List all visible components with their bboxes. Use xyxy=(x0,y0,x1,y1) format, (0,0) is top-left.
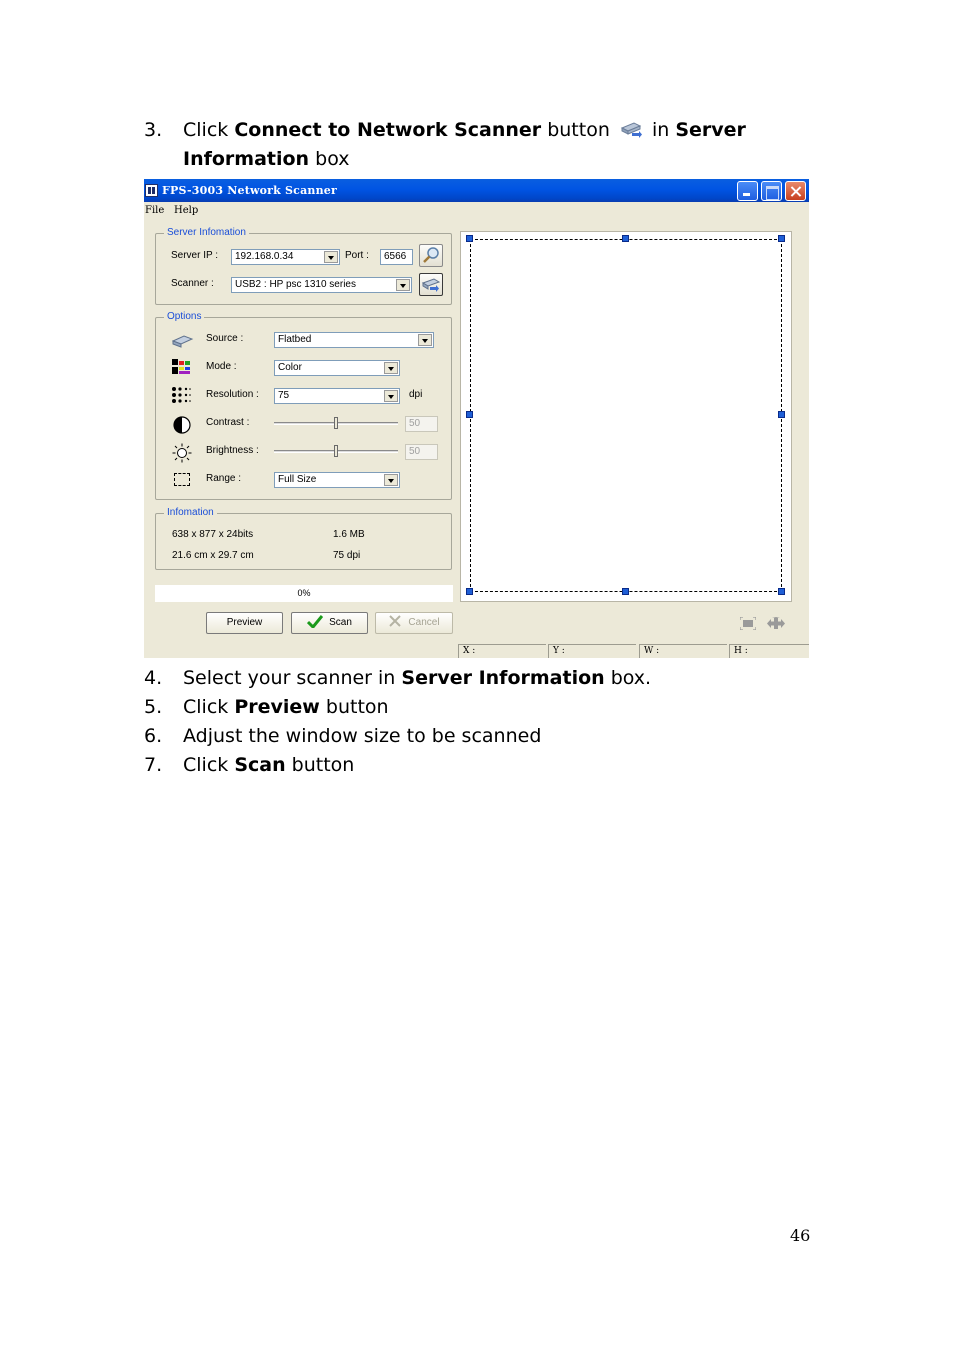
step-bold: Scan xyxy=(234,754,286,776)
step-text: Adjust the window size to be scanned xyxy=(183,725,542,747)
server-info-group xyxy=(155,227,452,305)
information-legend: Infomation xyxy=(164,507,217,518)
server-ip-label: Server IP : xyxy=(171,250,219,261)
window-title: FPS-3003 Network Scanner xyxy=(162,184,337,197)
step-text: Click xyxy=(183,119,235,141)
step-3-continuation xyxy=(183,147,349,171)
contrast-icon xyxy=(173,416,191,434)
chevron-down-icon[interactable] xyxy=(384,362,398,374)
info-pixels: 638 x 877 x 24bits xyxy=(172,529,254,540)
scanner-label: Scanner : xyxy=(171,278,214,289)
info-dpi: 75 dpi xyxy=(333,550,361,561)
resolution-value: 75 xyxy=(278,390,290,401)
menu-bar xyxy=(144,202,809,220)
step-7 xyxy=(144,753,354,777)
connect-scanner-icon xyxy=(420,274,442,295)
chevron-down-icon[interactable] xyxy=(384,390,398,402)
checkmark-icon xyxy=(307,614,323,628)
step-text: Click xyxy=(183,696,235,718)
step-number: 4. xyxy=(144,667,163,689)
options-legend: Options xyxy=(164,311,204,322)
step-text: button xyxy=(319,696,389,718)
source-label: Source : xyxy=(206,333,244,344)
port-label: Port : xyxy=(345,250,369,261)
step-text: button xyxy=(285,754,355,776)
contrast-slider[interactable] xyxy=(274,416,398,432)
chevron-down-icon[interactable] xyxy=(396,279,410,291)
mode-combo[interactable] xyxy=(274,360,400,376)
scan-button-label: Scan xyxy=(329,617,352,628)
connect-network-scanner-button[interactable] xyxy=(419,273,443,296)
server-ip-value: 192.168.0.34 xyxy=(235,251,294,262)
menu-help[interactable]: Help xyxy=(174,205,199,216)
crop-handle[interactable] xyxy=(622,235,629,242)
crop-handle[interactable] xyxy=(778,411,785,418)
contrast-value-input: 50 xyxy=(405,416,438,432)
step-6 xyxy=(144,724,541,748)
step-3 xyxy=(144,118,746,170)
step-bold: Server xyxy=(675,119,746,141)
color-mode-icon xyxy=(172,359,192,375)
brightness-label: Brightness : xyxy=(206,445,259,456)
move-icon[interactable] xyxy=(767,617,785,630)
fit-view-icon[interactable] xyxy=(740,617,756,630)
info-size: 1.6 MB xyxy=(333,529,365,540)
contrast-label: Contrast : xyxy=(206,417,250,428)
mode-label: Mode : xyxy=(206,361,237,372)
title-bar[interactable] xyxy=(144,179,809,202)
chevron-down-icon[interactable] xyxy=(324,251,338,263)
close-button[interactable] xyxy=(785,181,806,201)
status-x: X : xyxy=(458,644,546,658)
step-text: in xyxy=(645,119,676,141)
scan-button[interactable] xyxy=(291,612,368,634)
slider-thumb[interactable] xyxy=(334,445,338,457)
step-text: Click xyxy=(183,754,235,776)
scanner-combo[interactable] xyxy=(231,277,412,293)
menu-file[interactable]: File xyxy=(145,205,165,216)
crop-handle[interactable] xyxy=(466,235,473,242)
connect-network-scanner-icon xyxy=(620,119,642,139)
source-value: Flatbed xyxy=(278,334,312,345)
chevron-down-icon[interactable] xyxy=(418,334,432,346)
source-combo[interactable] xyxy=(274,332,434,348)
step-text: button xyxy=(541,119,616,141)
resolution-icon xyxy=(172,387,192,405)
crop-handle[interactable] xyxy=(622,588,629,595)
step-text: box xyxy=(309,148,350,170)
scanner-window xyxy=(144,179,809,658)
server-info-legend: Server Infomation xyxy=(164,227,249,238)
mode-value: Color xyxy=(278,362,302,373)
info-dimensions: 21.6 cm x 29.7 cm xyxy=(172,550,254,561)
resolution-unit: dpi xyxy=(409,389,423,400)
step-bold: Server Information xyxy=(401,667,605,689)
resolution-label: Resolution : xyxy=(206,389,259,400)
scanner-value: USB2 : HP psc 1310 series xyxy=(235,279,356,290)
crop-frame[interactable] xyxy=(470,239,782,592)
information-group xyxy=(155,507,452,570)
app-icon xyxy=(145,184,158,197)
range-combo[interactable] xyxy=(274,472,400,488)
step-number: 5. xyxy=(144,696,163,718)
slider-thumb[interactable] xyxy=(334,417,338,429)
range-value: Full Size xyxy=(278,474,317,485)
cancel-x-icon xyxy=(388,614,402,628)
preview-button-label: Preview xyxy=(226,617,263,628)
chevron-down-icon[interactable] xyxy=(384,474,398,486)
cancel-button-label: Cancel xyxy=(408,617,440,628)
port-input[interactable]: 6566 xyxy=(380,249,413,265)
brightness-icon xyxy=(172,443,192,463)
source-scanner-icon xyxy=(172,334,194,348)
brightness-slider[interactable] xyxy=(274,444,398,460)
cancel-button[interactable] xyxy=(375,612,453,634)
preview-button[interactable] xyxy=(206,612,283,634)
minimize-button[interactable] xyxy=(737,181,758,201)
step-bold: Information xyxy=(183,148,310,170)
progress-bar: 0% xyxy=(155,585,453,602)
preview-area[interactable] xyxy=(460,231,792,602)
step-bold: Connect to Network Scanner xyxy=(234,119,542,141)
crop-handle[interactable] xyxy=(778,235,785,242)
step-text: box. xyxy=(604,667,652,689)
range-icon xyxy=(174,473,190,486)
magnifier-icon xyxy=(420,245,442,266)
step-number: 3. xyxy=(144,119,163,141)
crop-handle[interactable] xyxy=(466,588,473,595)
crop-handle[interactable] xyxy=(778,588,785,595)
status-bar xyxy=(144,642,809,658)
step-number: 7. xyxy=(144,754,163,776)
step-number: 6. xyxy=(144,725,163,747)
resolution-combo[interactable] xyxy=(274,388,400,404)
page-number: 46 xyxy=(790,1226,811,1245)
status-w: W : xyxy=(639,644,727,658)
search-server-button[interactable] xyxy=(419,244,443,267)
range-label: Range : xyxy=(206,473,242,484)
crop-handle[interactable] xyxy=(466,411,473,418)
step-5 xyxy=(144,695,389,719)
server-ip-combo[interactable] xyxy=(231,249,340,265)
step-4 xyxy=(144,666,651,690)
step-bold: Preview xyxy=(234,696,320,718)
brightness-value-input: 50 xyxy=(405,444,438,460)
status-y: Y : xyxy=(548,644,636,658)
maximize-button[interactable] xyxy=(761,181,782,201)
step-text: Select your scanner in xyxy=(183,667,402,689)
status-h: H : xyxy=(729,644,809,658)
